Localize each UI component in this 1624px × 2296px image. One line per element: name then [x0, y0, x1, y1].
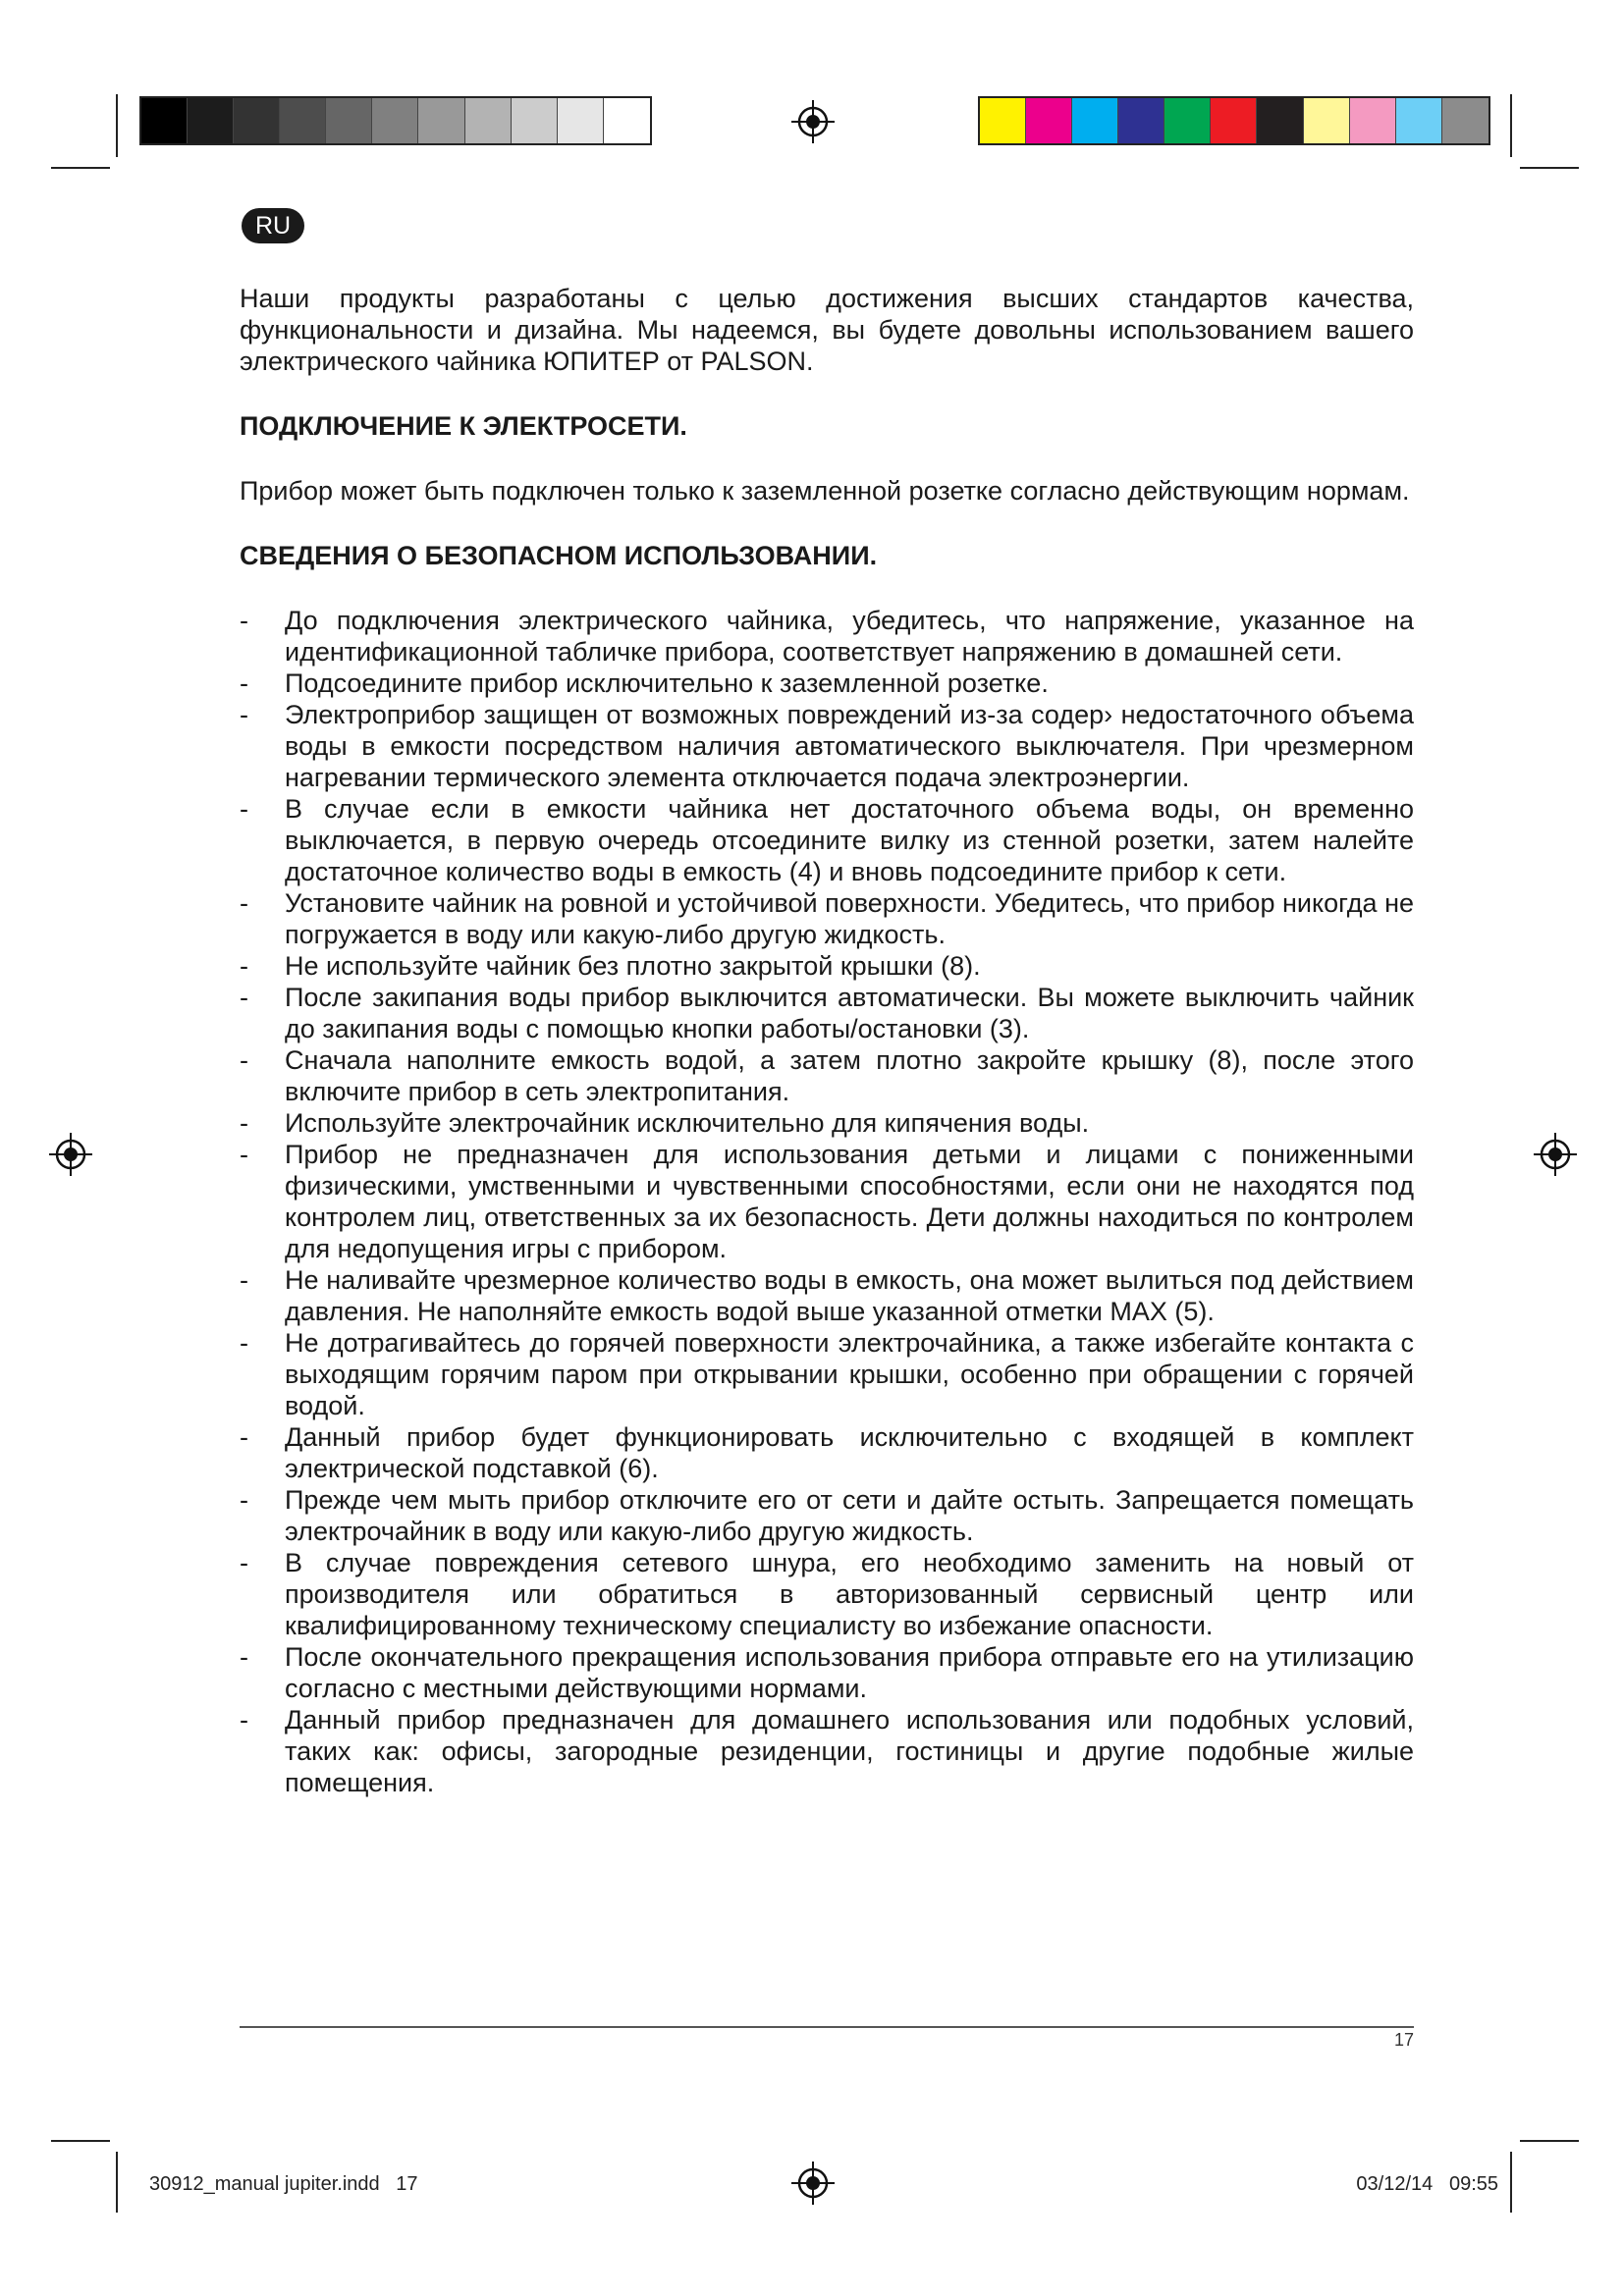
crop-mark-bottom-right-h	[1520, 2140, 1579, 2142]
color-swatch	[1072, 98, 1118, 143]
list-item: - Данный прибор будет функционировать исключительно с входящей в комплект электрической подставкой (6).	[240, 1421, 1414, 1484]
color-swatch	[1026, 98, 1072, 143]
crop-mark-top-right-v	[1510, 94, 1512, 157]
list-item: - Сначала наполните емкость водой, а затем плотно закройте крышку (8), после этого включите прибор в сеть электропитания.	[240, 1044, 1414, 1107]
list-item: - После закипания воды прибор выключится автоматически. Вы можете выключить чайник до закипания воды с помощью кнопки работы/остановки (3).	[240, 982, 1414, 1044]
color-swatch	[372, 98, 418, 143]
color-swatch	[1257, 98, 1303, 143]
list-item: - В случае если в емкости чайника нет достаточного объема воды, он временно выключается, в первую очередь отсоедините вилку из стенной розетки, затем налейте достаточное количество воды в емкость (4) и вновь подсоедините прибор к сети.	[240, 793, 1414, 887]
color-swatch	[234, 98, 280, 143]
list-item: - Электроприбор защищен от возможных повреждений из-за содер› недостаточного объема воды в емкости посредством наличия автоматического выключателя. При чрезмерном нагревании термического элемента отключается подача электроэнергии.	[240, 699, 1414, 793]
slug-filename: 30912_manual jupiter.indd 17	[149, 2173, 418, 2195]
intro-paragraph: Наши продукты разработаны с целью достижения высших стандартов качества, функциональности и дизайна. Мы надеемся, вы будете довольны использованием вашего электрического чайника ЮПИТЕР от PALSON.	[240, 284, 1414, 376]
registration-mark-right-icon	[1534, 1133, 1577, 1176]
list-item: - После окончательного прекращения использования прибора отправьте его на утилизацию согласно с местными действующими нормами.	[240, 1641, 1414, 1704]
connection-paragraph: Прибор может быть подключен только к заземленной розетке согласно действующим нормам.	[240, 476, 1410, 506]
slug-timestamp: 03/12/14 09:55	[1356, 2173, 1498, 2195]
list-item: - Не дотрагивайтесь до горячей поверхности электрочайника, а также избегайте контакта с выходящим горячим паром при открывании крышки, особенно при обращении с горячей водой.	[240, 1327, 1414, 1421]
page-number: 17	[1393, 2030, 1414, 2050]
language-badge: RU	[242, 208, 304, 243]
color-swatch	[326, 98, 372, 143]
color-swatch	[418, 98, 464, 143]
safety-list	[240, 605, 1414, 1798]
registration-mark-top-icon	[791, 100, 835, 143]
crop-mark-bottom-left-h	[51, 2140, 110, 2142]
list-item: - Не наливайте чрезмерное количество воды в емкость, она может вылиться под действием давления. Не наполняйте емкость водой выше указанной отметки MAX (5).	[240, 1264, 1414, 1327]
color-swatch	[1304, 98, 1350, 143]
list-item: - Данный прибор предназначен для домашнего использования или подобных условий, таких как: офисы, загородные резиденции, гостиницы и другие подобные жилые помещения.	[240, 1704, 1414, 1798]
registration-mark-left-icon	[49, 1133, 92, 1176]
section-heading-safety: СВЕДЕНИЯ О БЕЗОПАСНОМ ИСПОЛЬЗОВАНИИ.	[240, 541, 878, 570]
color-swatch	[1164, 98, 1211, 143]
crop-mark-bottom-right-v	[1510, 2152, 1512, 2213]
list-item: - До подключения электрического чайника, убедитесь, что напряжение, указанное на идентификационной табличке прибора, соответствует напряжению в домашней сети.	[240, 605, 1414, 667]
color-swatch	[141, 98, 188, 143]
list-item: - Используйте электрочайник исключительно для кипячения воды.	[240, 1107, 1414, 1139]
color-swatch	[558, 98, 604, 143]
grayscale-color-bar	[139, 96, 652, 145]
color-swatch	[1350, 98, 1396, 143]
color-swatch	[980, 98, 1026, 143]
crop-mark-bottom-left-v	[116, 2152, 118, 2213]
list-item: - Прежде чем мыть прибор отключите его от сети и дайте остыть. Запрещается помещать электрочайник в воду или какую-либо другую жидкость.	[240, 1484, 1414, 1547]
color-swatch	[465, 98, 512, 143]
list-item: - Установите чайник на ровной и устойчивой поверхности. Убедитесь, что прибор никогда не погружается в воду или какую-либо другую жидкость.	[240, 887, 1414, 950]
color-swatch	[280, 98, 326, 143]
color-swatch	[1118, 98, 1164, 143]
color-swatch	[1442, 98, 1489, 143]
crop-mark-top-right-h	[1520, 167, 1579, 169]
color-swatch	[512, 98, 558, 143]
footer-divider	[240, 2026, 1414, 2028]
process-color-bar	[978, 96, 1490, 145]
list-item: - Прибор не предназначен для использования детьми и лицами с пониженными физическими, умственными и чувственными способностями, если они не находятся под контролем лиц, ответственных за их безопасность. Дети должны находиться по контролем для недопущения игры с прибором.	[240, 1139, 1414, 1264]
list-item: - В случае повреждения сетевого шнура, его необходимо заменить на новый от производителя или обратиться в авторизованный сервисный центр или квалифицированному техническому специалисту во избежание опасности.	[240, 1547, 1414, 1641]
crop-mark-top-left-v	[116, 94, 118, 157]
color-swatch	[604, 98, 650, 143]
registration-mark-bottom-icon	[791, 2162, 835, 2205]
crop-mark-top-left-h	[51, 167, 110, 169]
document-body	[240, 283, 1414, 1798]
color-swatch	[1396, 98, 1442, 143]
color-swatch	[188, 98, 234, 143]
list-item: - Подсоедините прибор исключительно к заземленной розетке.	[240, 667, 1414, 699]
section-heading-connection: ПОДКЛЮЧЕНИЕ К ЭЛЕКТРОСЕТИ.	[240, 411, 687, 441]
list-item: - Не используйте чайник без плотно закрытой крышки (8).	[240, 950, 1414, 982]
color-swatch	[1211, 98, 1257, 143]
